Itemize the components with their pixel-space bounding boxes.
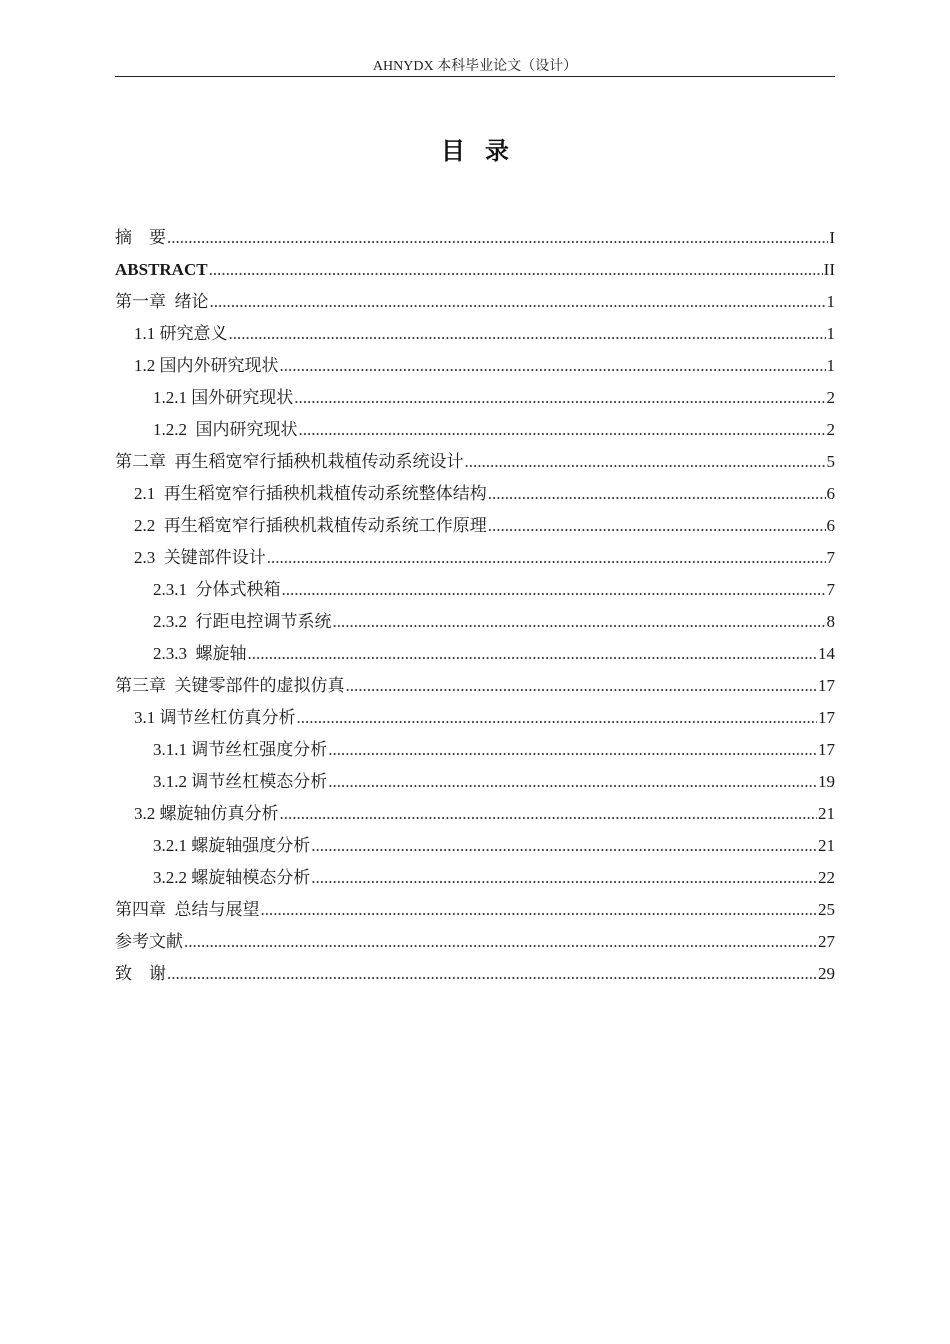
toc-entry-page-number: 22 (818, 868, 835, 887)
toc-dot-leader (280, 350, 826, 382)
toc-entry[interactable] (115, 318, 835, 350)
page-header: AHNYDX 本科毕业论文（设计） (372, 59, 578, 74)
toc-entry[interactable] (115, 254, 835, 286)
header-rule (115, 76, 835, 77)
toc-entry-label: 第一章 绪论 (115, 292, 209, 311)
toc-dot-leader (299, 414, 826, 446)
toc-title: 目录 (441, 137, 529, 165)
toc-entry[interactable] (115, 574, 835, 606)
toc-entry[interactable] (115, 638, 835, 670)
toc-dot-leader (261, 894, 818, 926)
toc-entry-page-number: 8 (826, 612, 835, 631)
toc-entry-page-number: II (823, 260, 835, 279)
toc-entry-label: 摘 要 (115, 228, 166, 247)
toc-entry[interactable] (115, 414, 835, 446)
toc-entry-label: 3.1.1 调节丝杠强度分析 (153, 740, 328, 759)
toc-entry[interactable] (115, 766, 835, 798)
toc-dot-leader (294, 382, 825, 414)
toc-entry-page-number: 17 (818, 740, 835, 759)
toc-dot-leader (328, 766, 817, 798)
toc-dot-leader (248, 638, 818, 670)
toc-dot-leader (210, 286, 826, 318)
toc-entry[interactable] (115, 606, 835, 638)
toc-entry[interactable] (115, 702, 835, 734)
toc-entry-page-number: 2 (826, 388, 835, 407)
toc-entry-label: ABSTRACT (115, 260, 208, 279)
toc-entry-label: 3.2.1 螺旋轴强度分析 (153, 836, 311, 855)
toc-entry[interactable] (115, 510, 835, 542)
toc-dot-leader (346, 670, 818, 702)
toc-entry[interactable] (115, 286, 835, 318)
toc-entry-page-number: 7 (826, 580, 835, 599)
toc-entry-page-number: 17 (818, 676, 835, 695)
toc-entry-label: 1.1 研究意义 (134, 324, 228, 343)
toc-entry-page-number: 6 (826, 516, 835, 535)
toc-dot-leader (282, 574, 826, 606)
toc-dot-leader (311, 862, 817, 894)
toc-entry-label: 1.2.1 国外研究现状 (153, 388, 294, 407)
toc-entry-page-number: 21 (818, 804, 835, 823)
toc-entry-label: 3.1 调节丝杠仿真分析 (134, 708, 296, 727)
toc-entry[interactable] (115, 862, 835, 894)
toc-dot-leader (280, 798, 818, 830)
toc-dot-leader (297, 702, 818, 734)
toc-entry-label: 致 谢 (115, 964, 166, 983)
toc-entry[interactable] (115, 926, 835, 958)
toc-entry-page-number: 29 (818, 964, 835, 983)
toc-entry-page-number: 17 (818, 708, 835, 727)
toc-entry-label: 2.3.3 螺旋轴 (153, 644, 247, 663)
toc-entry-label: 参考文献 (115, 932, 183, 951)
toc-entry[interactable] (115, 958, 835, 990)
toc-entry-page-number: 1 (826, 356, 835, 375)
toc-entry-page-number: 1 (826, 324, 835, 343)
toc-entry-page-number: 21 (818, 836, 835, 855)
toc-entry[interactable] (115, 478, 835, 510)
toc-entry[interactable] (115, 894, 835, 926)
toc-entry-page-number: 2 (826, 420, 835, 439)
toc-dot-leader (328, 734, 817, 766)
toc-dot-leader (311, 830, 817, 862)
toc-entry-page-number: 14 (818, 644, 835, 663)
toc-entry-page-number: 27 (818, 932, 835, 951)
toc-entry-label: 3.2 螺旋轴仿真分析 (134, 804, 279, 823)
toc-entry-page-number: I (829, 228, 835, 247)
toc-entry-page-number: 1 (826, 292, 835, 311)
toc-entry[interactable] (115, 670, 835, 702)
toc-entry[interactable] (115, 734, 835, 766)
toc-dot-leader (488, 510, 826, 542)
toc-entry[interactable] (115, 446, 835, 478)
toc-entry-page-number: 19 (818, 772, 835, 791)
toc-entry-page-number: 5 (826, 452, 835, 471)
toc-entry[interactable] (115, 382, 835, 414)
toc-entry[interactable] (115, 830, 835, 862)
toc-entry-page-number: 6 (826, 484, 835, 503)
toc-entry-label: 2.1 再生稻宽窄行插秧机栽植传动系统整体结构 (134, 484, 487, 503)
toc-entry-label: 2.3.1 分体式秧箱 (153, 580, 281, 599)
toc-dot-leader (465, 446, 826, 478)
toc-dot-leader (229, 318, 826, 350)
toc-entry[interactable] (115, 798, 835, 830)
toc-entry-label: 第三章 关键零部件的虚拟仿真 (115, 676, 345, 695)
toc-entry-label: 1.2 国内外研究现状 (134, 356, 279, 375)
toc-entry-label: 2.2 再生稻宽窄行插秧机栽植传动系统工作原理 (134, 516, 487, 535)
toc-entry-label: 3.2.2 螺旋轴模态分析 (153, 868, 311, 887)
toc-entry[interactable] (115, 222, 835, 254)
toc-dot-leader (167, 222, 828, 254)
toc-dot-leader (184, 926, 817, 958)
toc-entry-label: 1.2.2 国内研究现状 (153, 420, 298, 439)
toc-dot-leader (488, 478, 826, 510)
toc-dot-leader (333, 606, 826, 638)
toc-dot-leader (209, 254, 823, 286)
toc-dot-leader (267, 542, 826, 574)
toc-entry-label: 3.1.2 调节丝杠模态分析 (153, 772, 328, 791)
toc-entry-label: 2.3 关键部件设计 (134, 548, 266, 567)
toc-entry-label: 第二章 再生稻宽窄行插秧机栽植传动系统设计 (115, 452, 464, 471)
toc-entry[interactable] (115, 350, 835, 382)
toc-entry-label: 第四章 总结与展望 (115, 900, 260, 919)
table-of-contents (115, 222, 835, 990)
toc-entry-label: 2.3.2 行距电控调节系统 (153, 612, 332, 631)
toc-dot-leader (167, 958, 817, 990)
toc-entry-page-number: 7 (826, 548, 835, 567)
toc-entry-page-number: 25 (818, 900, 835, 919)
toc-entry[interactable] (115, 542, 835, 574)
